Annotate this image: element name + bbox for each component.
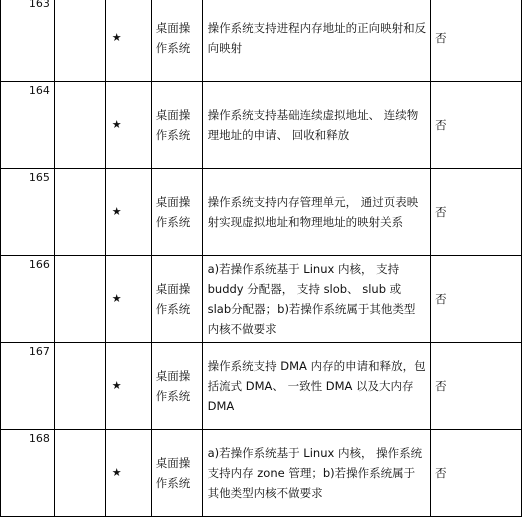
empty-cell (54, 169, 105, 256)
row-number: 163 (1, 0, 55, 82)
requirement-cell: 操作系统支持 DMA 内存的申请和释放，包括流式 DMA、 一致性 DMA 以及大内存DMA (202, 343, 431, 430)
table-row (1, 169, 522, 256)
star-icon: ★ (105, 0, 151, 82)
table-row (1, 343, 522, 430)
answer-cell: 否 (431, 82, 522, 169)
requirement-cell: 操作系统支持基础连续虚拟地址、 连续物理地址的申请、 回收和释放 (202, 82, 431, 169)
answer-cell: 否 (431, 430, 522, 517)
empty-cell (54, 343, 105, 430)
table-row (1, 0, 522, 82)
requirement-cell: a)若操作系统基于 Linux 内核， 支持 buddy 分配器， 支持 slob、 slub 或 slab分配器；b)若操作系统属于其他类型内核不做要求 (202, 256, 431, 343)
requirement-cell: a)若操作系统基于 Linux 内核， 操作系统支持内存 zone 管理；b)若操作系统属于其他类型内核不做要求 (202, 430, 431, 517)
star-icon: ★ (105, 82, 151, 169)
category-cell: 桌面操作系统 (151, 430, 202, 517)
row-number: 164 (1, 82, 55, 169)
empty-cell (54, 256, 105, 343)
answer-cell: 否 (431, 0, 522, 82)
answer-cell: 否 (431, 169, 522, 256)
star-icon: ★ (105, 343, 151, 430)
star-icon: ★ (105, 256, 151, 343)
table-row (1, 82, 522, 169)
empty-cell (54, 0, 105, 82)
row-number: 167 (1, 343, 55, 430)
category-cell: 桌面操作系统 (151, 169, 202, 256)
star-icon: ★ (105, 169, 151, 256)
row-number: 166 (1, 256, 55, 343)
empty-cell (54, 82, 105, 169)
star-icon: ★ (105, 430, 151, 517)
table-row (1, 256, 522, 343)
empty-cell (54, 430, 105, 517)
category-cell: 桌面操作系统 (151, 343, 202, 430)
answer-cell: 否 (431, 256, 522, 343)
category-cell: 桌面操作系统 (151, 0, 202, 82)
table-row (1, 430, 522, 517)
row-number: 168 (1, 430, 55, 517)
category-cell: 桌面操作系统 (151, 82, 202, 169)
requirement-cell: 操作系统支持进程内存地址的正向映射和反向映射 (202, 0, 431, 82)
answer-cell: 否 (431, 343, 522, 430)
category-cell: 桌面操作系统 (151, 256, 202, 343)
requirement-cell: 操作系统支持内存管理单元， 通过页表映射实现虚拟地址和物理地址的映射关系 (202, 169, 431, 256)
row-number: 165 (1, 169, 55, 256)
